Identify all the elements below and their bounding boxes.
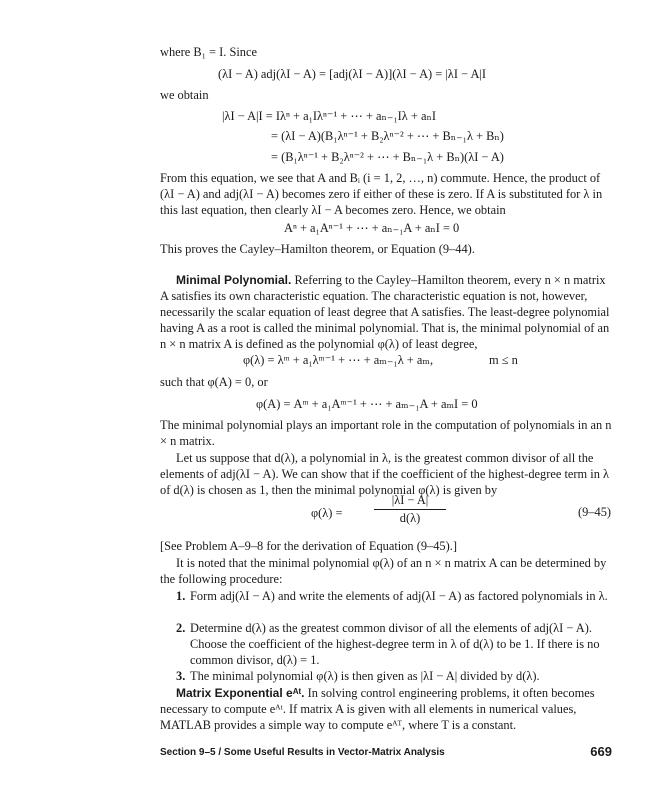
paragraph-minimal-polynomial [160, 272, 612, 352]
equation-phi-lhs: φ(λ) = [311, 506, 343, 520]
section-heading-matrix-exponential: Matrix Exponential eᴬᵗ. [176, 686, 305, 700]
minimal-polynomial-text: Referring to the Cayley–Hamilton theorem, every n × n matrix A satisfies its own characteristic equation. The characteristic equation is not, however, necessarily the scalar equation of least degree that A satisfies. The least-degree polynomial having A as a root is called the minimal polynomial. That is, the minimal polynomial of an n × n matrix A is defined as the polynomial φ(λ) of least degree, [160, 273, 610, 351]
list-item-text: The minimal polynomial φ(λ) is then given as |λI − A| divided by d(λ). [190, 669, 540, 683]
paragraph-from-this-equation: From this equation, we see that A and Bᵢ (i = 1, 2, …, n) commute. Hence, the product of (λI − A) and adj(λI − A) becomes zero if either of these is zero. If A is substituted for λ in this last equation, then clearly λI − A becomes zero. Hence, we obtain [160, 171, 603, 217]
paragraph-let-us-suppose: Let us suppose that d(λ), a polynomial in λ, is the greatest common divisor of all the elements of adj(λI − A). We can show that if the coefficient of the highest-degree term in λ of d(λ) is chosen as 1, then the minimal polynomial φ(λ) is given by [160, 451, 610, 497]
list-item [176, 588, 612, 604]
section-heading-minimal-polynomial: Minimal Polynomial. [176, 273, 292, 287]
equation-minimal-polynomial-matrix: φ(A) = Aᵐ + a₁Aᵐ⁻¹ + ⋯ + aₘ₋₁A + aₘI = 0 [256, 397, 478, 411]
equation-char-poly-line-3: = (B₁λⁿ⁻¹ + B₂λⁿ⁻² + ⋯ + Bₙ₋₁λ + Bₙ)(λI − A) [271, 150, 504, 164]
list-item [176, 620, 612, 668]
page-number: 669 [590, 744, 612, 759]
equation-char-poly-line-1: |λI − A|I = Iλⁿ + a₁Iλⁿ⁻¹ + ⋯ + aₙ₋₁Iλ + aₙI [222, 109, 436, 123]
paragraph-minimal-role: The minimal polynomial plays an important role in the computation of polynomials in an n × n matrix. [160, 418, 612, 448]
paragraph-we-obtain: we obtain [160, 88, 209, 102]
fraction-numerator: |λI − A| [391, 493, 429, 507]
fraction-bar [374, 509, 446, 510]
list-item-text: Determine d(λ) as the greatest common divisor of all the elements of adj(λI − A). Choose the coefficient of the highest-degree term in λ of d(λ) to be 1. If there is no common divisor, d(λ) = 1. [190, 621, 600, 667]
equation-minimal-polynomial-def: φ(λ) = λᵐ + a₁λᵐ⁻¹ + ⋯ + aₘ₋₁λ + aₘ, [243, 353, 434, 367]
equation-char-poly-line-2: = (λI − A)(B₁λⁿ⁻¹ + B₂λⁿ⁻² + ⋯ + Bₙ₋₁λ + Bₙ) [271, 129, 504, 143]
equation-adj-identity: (λI − A) adj(λI − A) = [adj(λI − A)](λI − A) = |λI − A|I [218, 67, 486, 81]
list-item-number: 2. [176, 621, 186, 635]
footer-section-title: Section 9–5 / Some Useful Results in Vector-Matrix Analysis [160, 747, 445, 758]
equation-cayley-hamilton: Aⁿ + a₁Aⁿ⁻¹ + ⋯ + aₙ₋₁A + aₙI = 0 [284, 221, 460, 235]
page-footer [160, 744, 612, 764]
paragraph-proves: This proves the Cayley–Hamilton theorem, or Equation (9–44). [160, 242, 475, 256]
paragraph-matrix-exponential [160, 685, 612, 733]
list-item-number: 1. [176, 589, 186, 603]
paragraph-it-is-noted: It is noted that the minimal polynomial φ(λ) of an n × n matrix A can be determined by the following procedure: [160, 556, 607, 586]
list-item [176, 668, 612, 684]
list-item-text: Form adj(λI − A) and write the elements of adj(λI − A) as factored polynomials in λ. [190, 589, 608, 603]
equation-number-9-45: (9–45) [578, 505, 612, 519]
equation-fraction [370, 493, 450, 526]
list-item-number: 3. [176, 669, 186, 683]
equation-degree-condition: m ≤ n [489, 353, 518, 367]
paragraph-see-problem: [See Problem A–9–8 for the derivation of Equation (9–45).] [160, 539, 457, 553]
paragraph-where: where B₁ = I. Since [160, 45, 257, 59]
matrix-exponential-text: In solving control engineering problems, it often becomes necessary to compute eᴬᵗ. If matrix A is given with all elements in numerical values, MATLAB provides a simple way to compute eᴬᵀ, where T is a constant. [160, 686, 595, 732]
paragraph-such-that: such that φ(A) = 0, or [160, 375, 268, 389]
fraction-denominator: d(λ) [399, 511, 421, 525]
